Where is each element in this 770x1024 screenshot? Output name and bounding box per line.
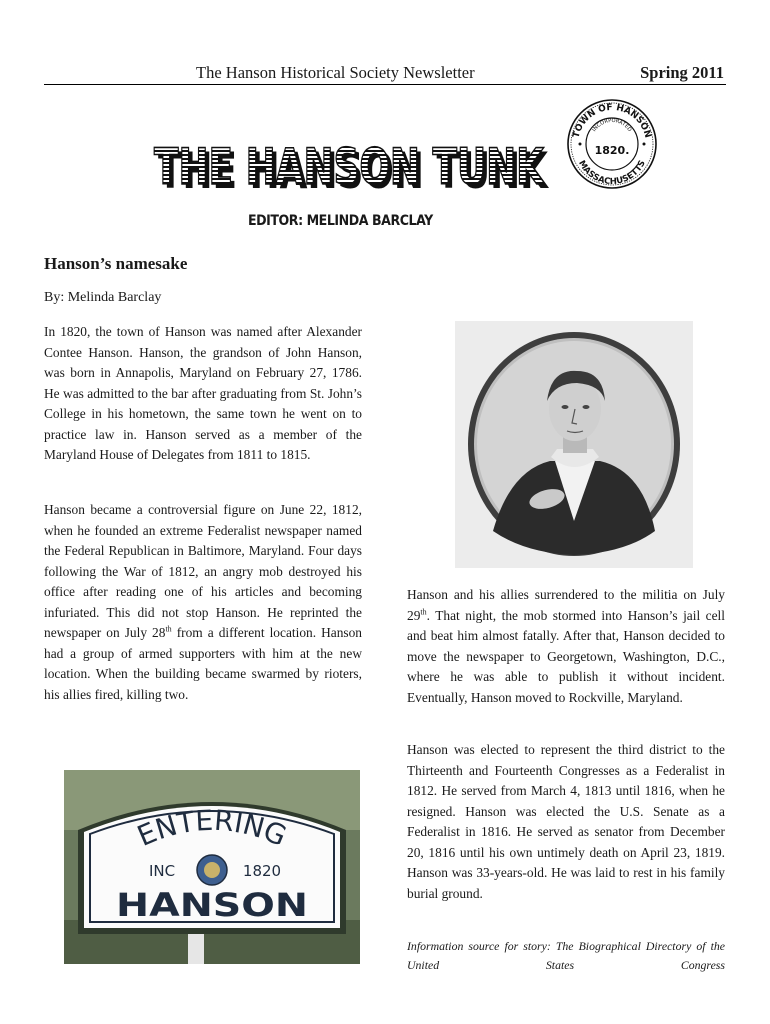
portrait-image bbox=[455, 321, 693, 568]
editor-credit: EDITOR: MELINDA BARCLAY bbox=[248, 213, 433, 229]
header-divider bbox=[44, 84, 726, 85]
seal-top-text: TOWN OF HANSON bbox=[571, 102, 653, 140]
seal-year: 1820. bbox=[594, 144, 630, 157]
town-sign-photo bbox=[64, 770, 360, 964]
seal-bottom-text: MASSACHUSETTS bbox=[576, 158, 648, 188]
sign-entering-text: ENTERING bbox=[132, 803, 292, 853]
sign-name-text: HANSON bbox=[116, 886, 308, 924]
masthead-shadow: THE HANSON TUNK bbox=[158, 142, 550, 194]
article-paragraph-4: Hanson was elected to represent the third district to the Thirteenth and Fourteenth Congresses as a Federalist in 1812. He served from March 4, 1813 until 1816, when he resigned. Hanson was elected the U.S. Senate as a Federalist in 1816. He served as senator from December 20, 1816 until his own untimely death on April 23, 1819. Hanson was 33-years-old. He was laid to rest in his family burial ground. bbox=[407, 742, 725, 901]
masthead-text: THE HANSON TUNK bbox=[154, 138, 546, 194]
town-seal bbox=[566, 98, 658, 190]
town-sign-illustration bbox=[64, 770, 360, 964]
seal-middle-text: INCORPORATED bbox=[591, 117, 633, 133]
portrait-illustration bbox=[455, 321, 693, 568]
article-paragraph-2: Hanson became a controversial figure on June 22, 1812, when he founded an extreme Federalist newspaper named the Federal Republican in Baltimore, Maryland. Four days following the War of 1812, an angry mob destroyed his office after reading one of his articles and becoming infuriated. This did not stop Hanson. He reprinted the newspaper on July 28th from a different location. Hanson had a group of armed supporters with him at the new location. When the building became swarmed by rioters, his allies fired, killing two. bbox=[44, 502, 362, 702]
sign-year-text: 1820 bbox=[242, 862, 282, 880]
masthead-title bbox=[152, 134, 550, 194]
source-citation: Information source for story: The Biographical Directory of the United States Congress bbox=[407, 939, 725, 972]
sign-inc-text: INC bbox=[148, 862, 176, 880]
issue-date: Spring 2011 bbox=[640, 63, 724, 82]
article-paragraph-1: In 1820, the town of Hanson was named after Alexander Contee Hanson. Hanson, the grandson of John Hanson, was born in Annapolis, Maryland on February 27, 1786. He was admitted to the bar after graduating from St. John’s College in his hometown, the same town he went on to practice law in. Hanson served as a member of the Maryland House of Delegates from 1811 to 1815. bbox=[44, 324, 362, 462]
article-paragraph-3: Hanson and his allies surrendered to the militia on July 29th. That night, the mob stormed into Hanson’s jail cell and beat him almost fatally. After that, Hanson decided to move the newspaper to Georgetown, Washington, D.C., where he was able to publish it without incident. Eventually, Hanson moved to Rockville, Maryland. bbox=[407, 587, 725, 705]
article-title: Hanson’s namesake bbox=[44, 254, 188, 273]
article-byline: By: Melinda Barclay bbox=[44, 290, 162, 305]
newsletter-name: The Hanson Historical Society Newsletter bbox=[196, 63, 475, 82]
